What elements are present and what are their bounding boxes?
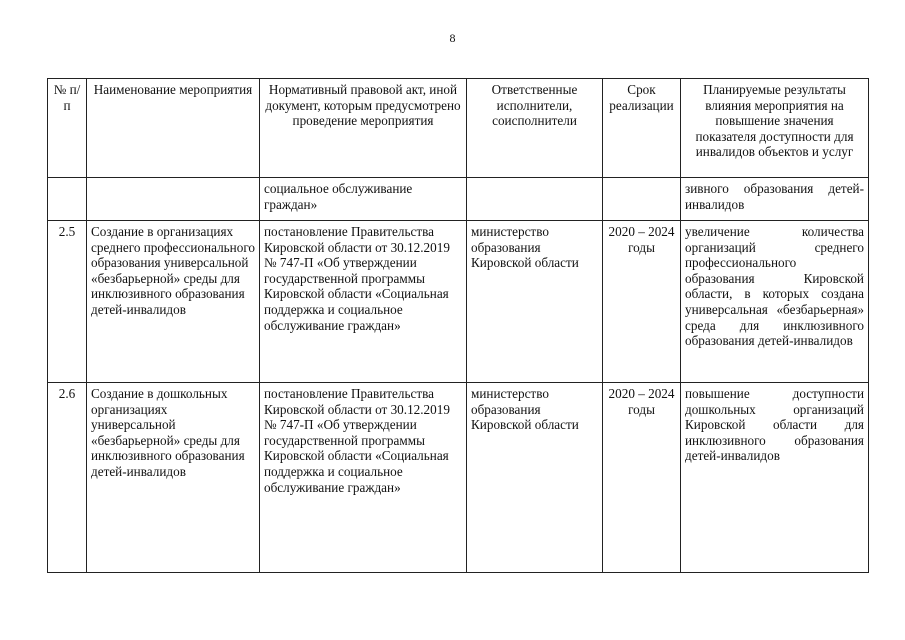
cell-results: повышение доступности дошкольных организаций Кировской области для инклюзивного образования детей-инвалидов [681,383,869,573]
cell-act: постановление Правительства Кировской области от 30.12.2019 № 747-П «Об утверждении государственной программы Кировской области «Социальная поддержка и социальное обслуживание граждан» [260,383,467,573]
table-header-row [48,79,869,178]
cell-num: 2.5 [48,221,87,383]
table-row [48,221,869,383]
header-act: Нормативный правовой акт, иной документ, которым предусмотрено проведение мероприятия [260,79,467,178]
cell-act: постановление Правительства Кировской области от 30.12.2019 № 747-П «Об утверждении государственной программы Кировской области «Социальная поддержка и социальное обслуживание граждан» [260,221,467,383]
cell-name [87,178,260,221]
cell-act: социальное обслуживание граждан» [260,178,467,221]
cell-num [48,178,87,221]
header-name: Наименование мероприятия [87,79,260,178]
header-term: Срок реализации [603,79,681,178]
cell-name: Создание в дошкольных организациях универсальной «безбарьерной» среды для инклюзивного образования детей-инвалидов [87,383,260,573]
cell-results: зивного образования детей-инвалидов [681,178,869,221]
table-row [48,383,869,573]
cell-executors: министерство образования Кировской области [467,383,603,573]
cell-results: увеличение количества организаций среднего профессионального образования Кировской области, в которых создана универсальная «безбарьерная» среда для инклюзивного образования детей-инвалидов [681,221,869,383]
header-results: Планируемые результаты влияния мероприятия на повышение значения показателя доступности для инвалидов объектов и услуг [681,79,869,178]
cell-executors [467,178,603,221]
cell-term [603,178,681,221]
cell-term: 2020 – 2024 годы [603,221,681,383]
cell-num: 2.6 [48,383,87,573]
cell-term: 2020 – 2024 годы [603,383,681,573]
page-number: 8 [449,31,456,45]
header-num: № п/п [48,79,87,178]
cell-name: Создание в организациях среднего профессионального образования универсальной «безбарьерной» среды для инклюзивного образования детей-инвалидов [87,221,260,383]
cell-executors: министерство образования Кировской области [467,221,603,383]
header-executors: Ответственные исполнители, соисполнители [467,79,603,178]
table-row-continuation [48,178,869,221]
measures-table [47,78,869,573]
